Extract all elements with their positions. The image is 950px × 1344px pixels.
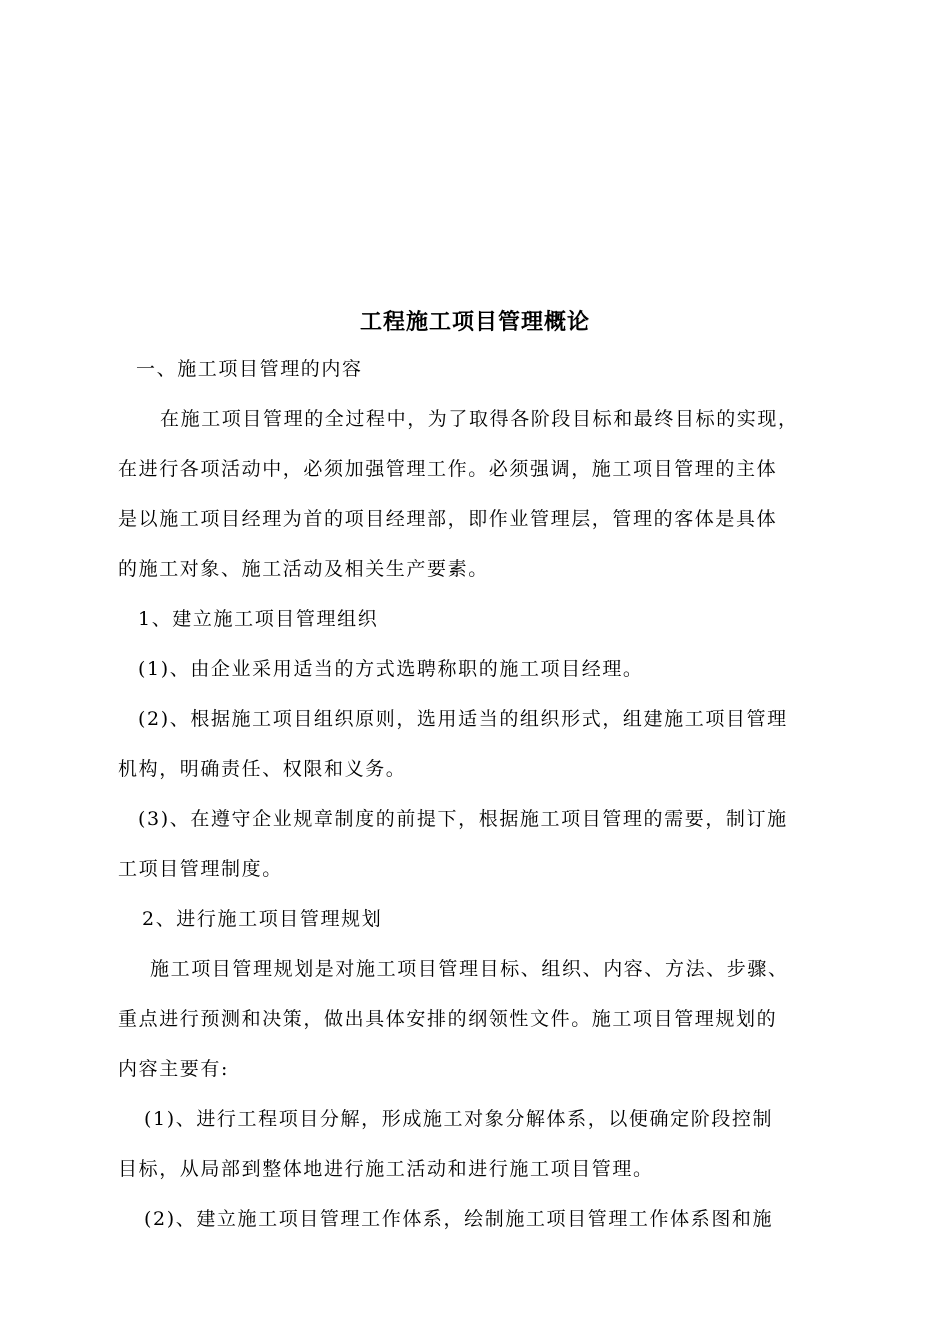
list-item: (1)、由企业采用适当的方式选聘称职的施工项目经理。	[138, 658, 644, 680]
list-item: (2)、建立施工项目管理工作体系，绘制施工项目管理工作体系图和施	[144, 1208, 774, 1230]
paragraph-line: 是以施工项目经理为首的项目经理部，即作业管理层，管理的客体是具体	[118, 508, 778, 530]
list-item-continuation: 工项目管理制度。	[118, 858, 283, 880]
paragraph-line: 的施工对象、施工活动及相关生产要素。	[118, 558, 489, 580]
paragraph-line: 内容主要有:	[118, 1058, 230, 1080]
paragraph-line: 在施工项目管理的全过程中，为了取得各阶段目标和最终目标的实现，	[160, 408, 799, 430]
paragraph-line: 施工项目管理规划是对施工项目管理目标、组织、内容、方法、步骤、	[150, 958, 789, 980]
paragraph-line: 在进行各项活动中，必须加强管理工作。必须强调，施工项目管理的主体	[118, 458, 778, 480]
list-item: (2)、根据施工项目组织原则，选用适当的组织形式，组建施工项目管理	[138, 708, 788, 730]
list-item: (1)、进行工程项目分解，形成施工对象分解体系，以便确定阶段控制	[144, 1108, 774, 1130]
section-heading-1: 一、施工项目管理的内容	[136, 358, 363, 380]
list-item: (3)、在遵守企业规章制度的前提下，根据施工项目管理的需要，制订施	[138, 808, 788, 830]
subsection-heading-2: 2、进行施工项目管理规划	[142, 908, 383, 930]
list-item-continuation: 目标，从局部到整体地进行施工活动和进行施工项目管理。	[118, 1158, 654, 1180]
document-title: 工程施工项目管理概论	[359, 309, 590, 335]
subsection-heading-1: 1、建立施工项目管理组织	[138, 608, 379, 630]
list-item-continuation: 机构，明确责任、权限和义务。	[118, 758, 407, 780]
paragraph-line: 重点进行预测和决策，做出具体安排的纲领性文件。施工项目管理规划的	[118, 1008, 778, 1030]
